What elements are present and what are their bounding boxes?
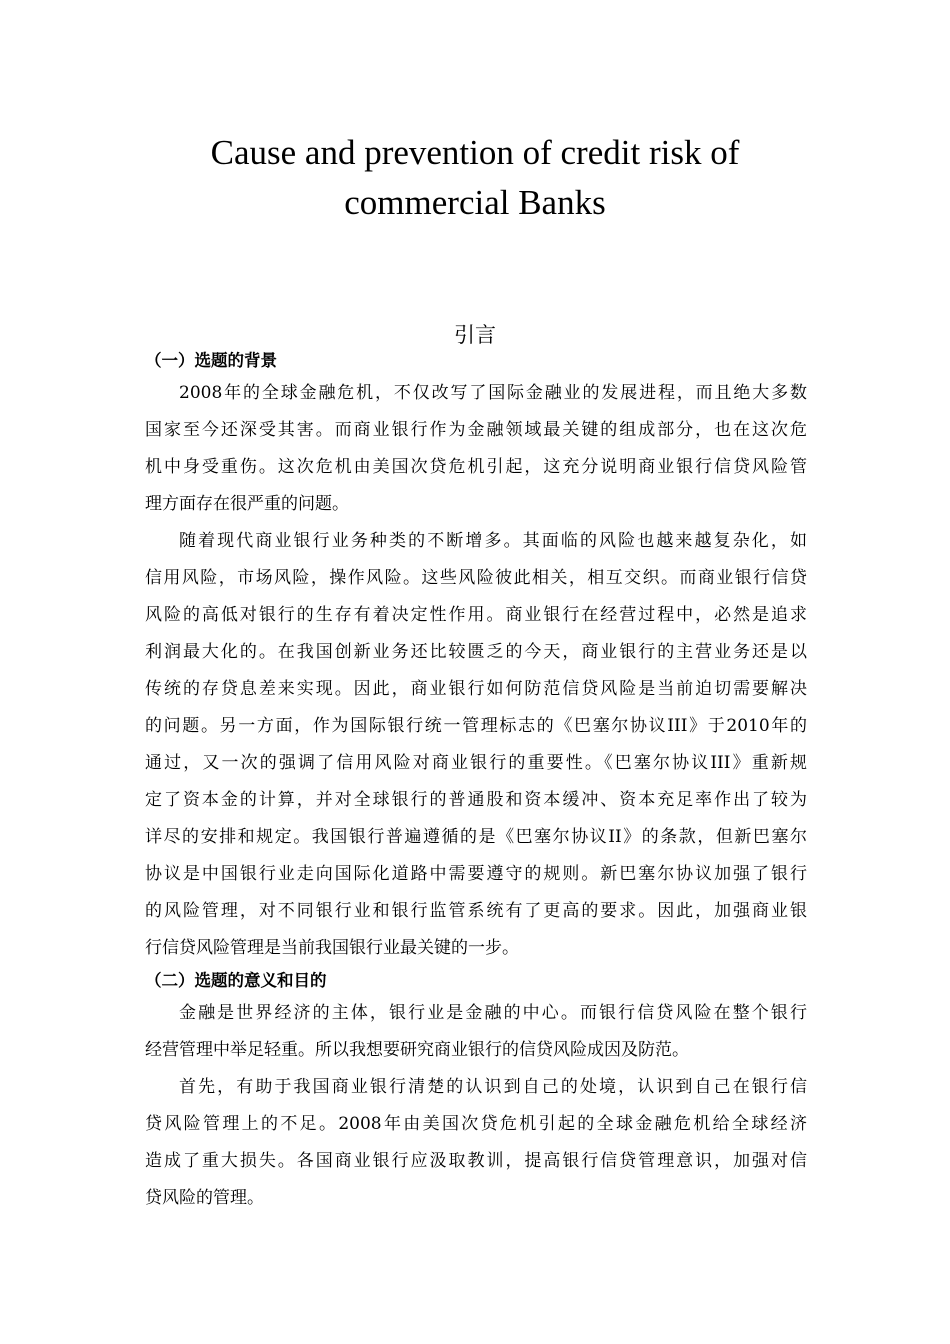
title-line: commercial Banks	[344, 183, 606, 222]
text-line: 贷风险的管理。	[145, 1188, 264, 1208]
text-line: 信用风险，市场风险，操作风险。这些风险彼此相关，相互交织。而商业银行信贷	[145, 568, 807, 588]
text-line: 行信贷风险管理是当前我国银行业最关键的一步。	[145, 938, 519, 958]
title-line: Cause and prevention of credit risk of	[210, 133, 740, 172]
section-heading-introduction: 引言	[454, 323, 496, 347]
text-line: 国家至今还深受其害。而商业银行作为金融领域最关键的组成部分，也在这次危	[145, 420, 807, 440]
text-line: 详尽的安排和规定。我国银行普遍遵循的是《巴塞尔协议II》的条款，但新巴塞尔	[145, 827, 807, 847]
subsection-heading: （二）选题的意义和目的	[145, 971, 327, 990]
text-line: 利润最大化的。在我国创新业务还比较匮乏的今天，商业银行的主营业务还是以	[145, 642, 807, 662]
text-line: 风险的高低对银行的生存有着决定性作用。商业银行在经营过程中，必然是追求	[145, 605, 807, 625]
text-line: 金融是世界经济的主体，银行业是金融的中心。而银行信贷风险在整个银行	[179, 1003, 807, 1023]
text-line: 造成了重大损失。各国商业银行应汲取教训，提高银行信贷管理意识，加强对信	[145, 1151, 807, 1171]
text-line: 机中身受重伤。这次危机由美国次贷危机引起，这充分说明商业银行信贷风险管	[145, 457, 807, 477]
text-line: 通过，又一次的强调了信用风险对商业银行的重要性。《巴塞尔协议III》重新规	[145, 753, 807, 773]
paragraph	[145, 995, 807, 1069]
paragraph	[145, 523, 807, 967]
text-line: 协议是中国银行业走向国际化道路中需要遵守的规则。新巴塞尔协议加强了银行	[145, 864, 807, 884]
paragraph	[145, 375, 807, 523]
paragraph	[145, 1069, 807, 1217]
text-line: 理方面存在很严重的问题。	[145, 494, 349, 514]
subsection-significance	[145, 967, 807, 1217]
text-line: 随着现代商业银行业务种类的不断增多。其面临的风险也越来越复杂化，如	[179, 531, 807, 551]
subsection-heading: （一）选题的背景	[145, 351, 277, 370]
document-title	[145, 128, 805, 228]
text-line: 的风险管理，对不同银行业和银行监管系统有了更高的要求。因此，加强商业银	[145, 901, 807, 921]
subsection-background	[145, 347, 807, 967]
text-line: 贷风险管理上的不足。2008年由美国次贷危机引起的全球金融危机给全球经济	[145, 1114, 807, 1134]
text-line: 传统的存贷息差来实现。因此，商业银行如何防范信贷风险是当前迫切需要解决	[145, 679, 807, 699]
text-line: 定了资本金的计算，并对全球银行的普通股和资本缓冲、资本充足率作出了较为	[145, 790, 807, 810]
document-body	[145, 347, 807, 1217]
text-line: 的问题。另一方面，作为国际银行统一管理标志的《巴塞尔协议III》于2010年的	[145, 716, 807, 736]
text-line: 首先，有助于我国商业银行清楚的认识到自己的处境，认识到自己在银行信	[179, 1077, 807, 1097]
text-line: 2008年的全球金融危机，不仅改写了国际金融业的发展进程，而且绝大多数	[179, 383, 807, 403]
text-line: 经营管理中举足轻重。所以我想要研究商业银行的信贷风险成因及防范。	[145, 1040, 689, 1060]
